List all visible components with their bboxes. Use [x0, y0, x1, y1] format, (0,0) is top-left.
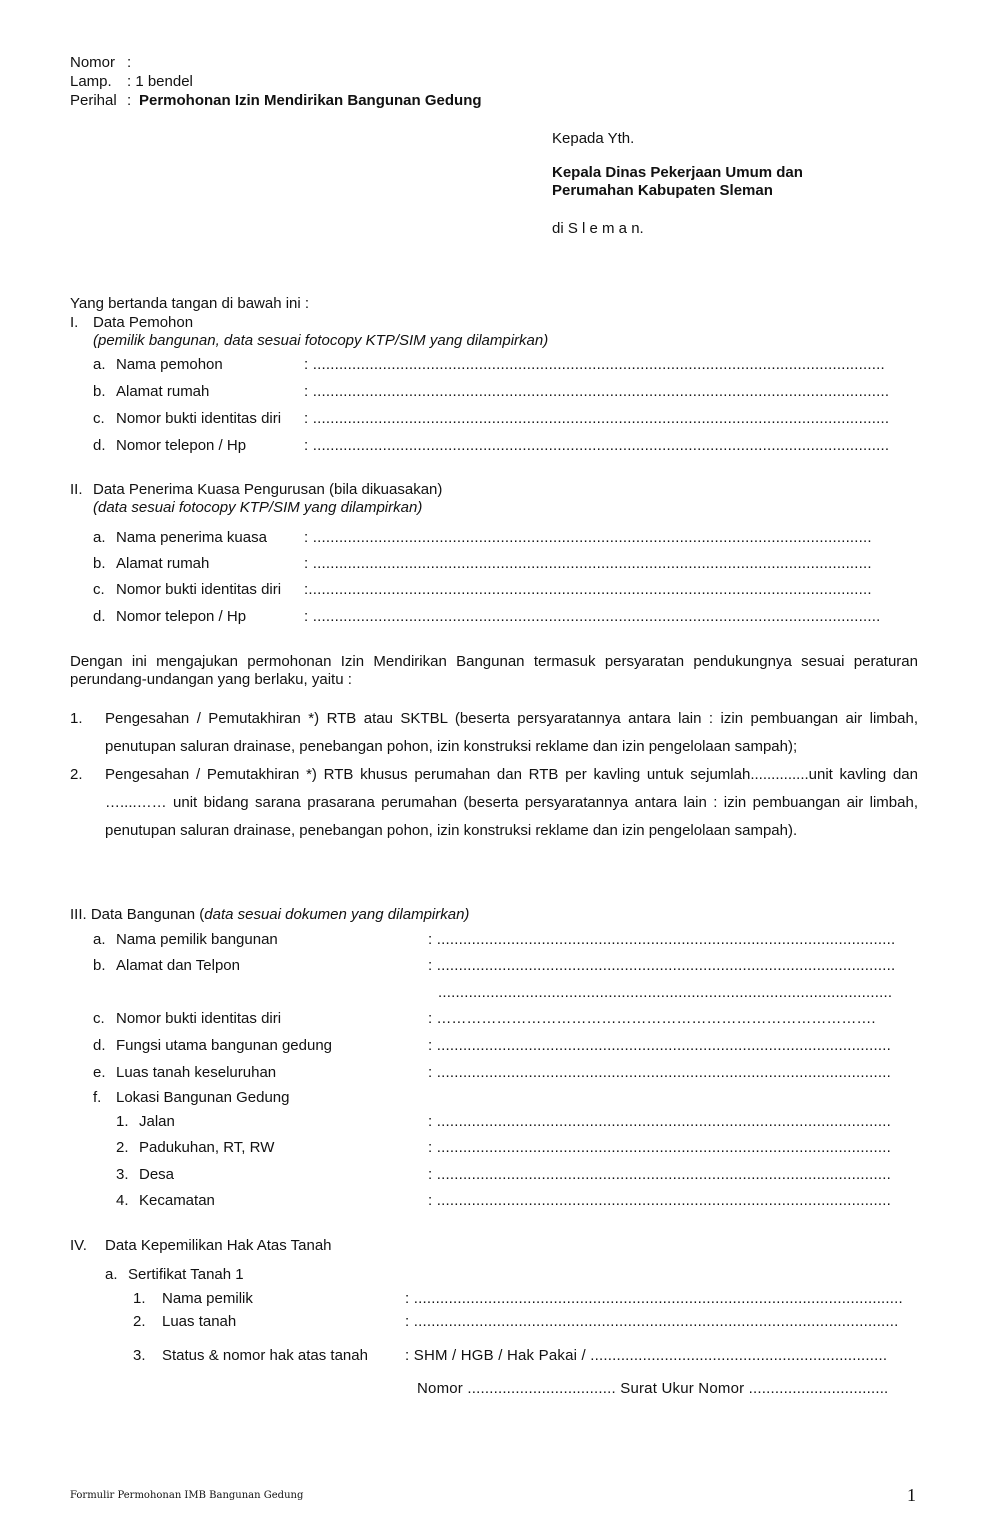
section-1-note: (pemilik bangunan, data sesuai fotocopy KTP/SIM yang dilampirkan)	[93, 332, 549, 349]
field-label: Jalan	[139, 1113, 175, 1130]
status-hak-field[interactable]: : SHM / HGB / Hak Pakai / ....................................................................	[405, 1347, 888, 1364]
sub-key: a.	[105, 1266, 118, 1283]
section-2-note: (data sesuai fotocopy KTP/SIM yang dilampirkan)	[93, 499, 423, 516]
row-key: c.	[93, 581, 105, 598]
alamat-telpon-continuation-field[interactable]: ........................................................................................................	[438, 984, 893, 1001]
statement-paragraph: Dengan ini mengajukan permohonan Izin Mendirikan Bangunan termasuk persyaratan pendukungnya sesuai peraturan perundang-undangan yang berlaku, yaitu :	[70, 653, 918, 688]
luas-tanah-sertifikat-field[interactable]: : ...............................................................................................................	[405, 1313, 899, 1330]
field-label: Alamat rumah	[116, 383, 210, 400]
recipient-line-2: Perumahan Kabupaten Sleman	[552, 182, 773, 199]
nama-pemilik-bangunan-field[interactable]: : .........................................................................................................	[428, 931, 896, 948]
section-2-number: II.	[70, 481, 83, 498]
footer-form-name: Formulir Permohonan IMB Bangunan Gedung	[70, 1490, 304, 1501]
field-label: Desa	[139, 1166, 175, 1183]
row-key: 1.	[116, 1113, 129, 1130]
row-key: e.	[93, 1064, 106, 1081]
row-key: 3.	[133, 1347, 146, 1364]
sub-title: Sertifikat Tanah 1	[128, 1266, 244, 1283]
field-label: Nama pemilik bangunan	[116, 931, 278, 948]
row-key: a.	[93, 931, 106, 948]
field-label: Luas tanah	[162, 1313, 237, 1330]
lamp-label: Lamp.	[70, 73, 112, 90]
alamat-rumah-kuasa-field[interactable]: : ................................................................................................................................	[304, 555, 872, 572]
field-label: Nomor bukti identitas diri	[116, 581, 282, 598]
padukuhan-field[interactable]: : ........................................................................................................	[428, 1139, 891, 1156]
field-label: Alamat rumah	[116, 555, 210, 572]
field-label: Nomor telepon / Hp	[116, 437, 247, 454]
desa-field[interactable]: : ........................................................................................................	[428, 1166, 891, 1183]
section-1-number: I.	[70, 314, 79, 331]
section-2-title: Data Penerima Kuasa Pengurusan (bila dikuasakan)	[93, 481, 443, 498]
field-label: Lokasi Bangunan Gedung	[116, 1089, 290, 1106]
field-label: Nama pemilik	[162, 1290, 253, 1307]
field-label: Nomor bukti identitas diri	[116, 410, 282, 427]
intro-text: Yang bertanda tangan di bawah ini :	[70, 295, 310, 312]
recipient-location: di S l e m a n.	[552, 220, 644, 237]
perihal-label: Perihal	[70, 92, 117, 109]
identitas-bangunan-field[interactable]: : …………………………………………………………………………….	[428, 1010, 876, 1027]
nama-pemohon-field[interactable]: : ...................................................................................................................................	[304, 356, 885, 373]
row-key: 3.	[116, 1166, 129, 1183]
section-3-title: III. Data Bangunan (data sesuai dokumen yang dilampirkan)	[70, 906, 470, 923]
row-key: d.	[93, 437, 106, 454]
section-4-number: IV.	[70, 1237, 87, 1254]
field-label: Nomor bukti identitas diri	[116, 1010, 282, 1027]
row-key: d.	[93, 1037, 106, 1054]
perihal-value: Permohonan Izin Mendirikan Bangunan Gedung	[139, 92, 482, 109]
row-key: 4.	[116, 1192, 129, 1209]
field-label: Padukuhan, RT, RW	[139, 1139, 275, 1156]
page-number: 1	[907, 1485, 916, 1505]
field-label: Luas tanah keseluruhan	[116, 1064, 277, 1081]
nama-pemilik-tanah-field[interactable]: : ................................................................................................................	[405, 1290, 903, 1307]
field-label: Nama penerima kuasa	[116, 529, 267, 546]
request-number: 1.	[70, 710, 83, 727]
field-label: Nomor telepon / Hp	[116, 608, 247, 625]
jalan-field[interactable]: : ........................................................................................................	[428, 1113, 891, 1130]
lamp-value: : 1 bendel	[127, 73, 193, 90]
row-key: d.	[93, 608, 106, 625]
alamat-rumah-field[interactable]: : ....................................................................................................................................	[304, 383, 890, 400]
field-label: Nama pemohon	[116, 356, 223, 373]
perihal-separator: :	[127, 92, 132, 109]
telepon-kuasa-field[interactable]: : ..................................................................................................................................	[304, 608, 881, 625]
field-label: Status & nomor hak atas tanah	[162, 1347, 368, 1364]
row-key: b.	[93, 555, 106, 572]
row-key: b.	[93, 957, 106, 974]
nomor-surat-ukur-field[interactable]: Nomor .................................. Surat Ukur Nomor ................................	[417, 1380, 889, 1397]
section-4-title: Data Kepemilikan Hak Atas Tanah	[105, 1237, 332, 1254]
row-key: 2.	[133, 1313, 146, 1330]
alamat-telpon-field[interactable]: : .........................................................................................................	[428, 957, 896, 974]
kecamatan-field[interactable]: : ........................................................................................................	[428, 1192, 891, 1209]
fungsi-bangunan-field[interactable]: : ........................................................................................................	[428, 1037, 891, 1054]
luas-tanah-field[interactable]: : ........................................................................................................	[428, 1064, 891, 1081]
recipient-greeting: Kepada Yth.	[552, 130, 635, 147]
nama-penerima-kuasa-field[interactable]: : ................................................................................................................................	[304, 529, 872, 546]
row-key: b.	[93, 383, 106, 400]
nomor-separator: :	[127, 54, 132, 71]
row-key: f.	[93, 1089, 102, 1106]
section-1-title: Data Pemohon	[93, 314, 194, 331]
row-key: 1.	[133, 1290, 146, 1307]
row-key: c.	[93, 1010, 105, 1027]
row-key: a.	[93, 356, 106, 373]
recipient-line-1: Kepala Dinas Pekerjaan Umum dan	[552, 164, 803, 181]
request-text: Pengesahan / Pemutakhiran *) RTB khusus perumahan dan RTB per kavling untuk sejumlah..............unit kavling dan …....…… unit bidang sarana prasarana perumahan (beserta persyaratannya antara lain : izin pembuangan air limbah, penutupan saluran drainase, penebangan pohon, izin konstruksi reklame dan izin pengelolaan sampah).	[105, 766, 918, 839]
identitas-kuasa-field[interactable]: :.................................................................................................................................	[304, 581, 872, 598]
identitas-field[interactable]: : ....................................................................................................................................	[304, 410, 890, 427]
telepon-field[interactable]: : ....................................................................................................................................	[304, 437, 890, 454]
nomor-label: Nomor	[70, 54, 116, 71]
field-label: Fungsi utama bangunan gedung	[116, 1037, 333, 1054]
request-number: 2.	[70, 766, 83, 783]
row-key: a.	[93, 529, 106, 546]
row-key: c.	[93, 410, 105, 427]
field-label: Kecamatan	[139, 1192, 215, 1209]
field-label: Alamat dan Telpon	[116, 957, 240, 974]
row-key: 2.	[116, 1139, 129, 1156]
request-text: Pengesahan / Pemutakhiran *) RTB atau SKTBL (beserta persyaratannya antara lain : izin pembuangan air limbah, penutupan saluran drainase, penebangan pohon, izin konstruksi reklame dan izin pengelolaan sampah);	[105, 710, 918, 755]
